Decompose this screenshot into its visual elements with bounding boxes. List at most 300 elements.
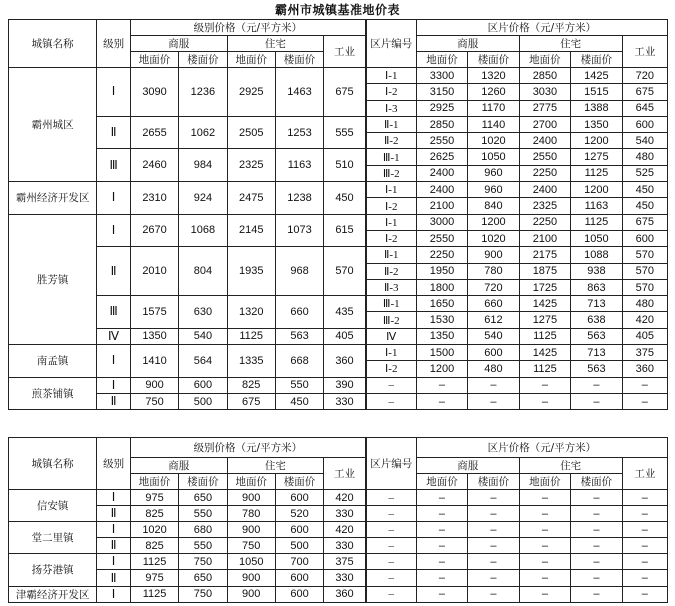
grade-price-cell: 405 [324, 328, 366, 344]
zone-code: Ⅱ-3 [366, 279, 416, 295]
zone-price-cell: 2400 [519, 133, 570, 149]
grade-level: Ⅰ [97, 522, 131, 538]
header-land-price: 地面价 [130, 474, 178, 490]
zone-price-cell: 863 [571, 279, 622, 295]
zone-price-cell: 600 [622, 116, 667, 132]
zone-price-cell: 2100 [519, 230, 570, 246]
zone-price-cell: – [622, 490, 667, 506]
zone-price-cell: 1170 [468, 100, 519, 116]
zone-code: Ⅰ-2 [366, 198, 416, 214]
zone-price-cell: – [571, 490, 622, 506]
grade-level: Ⅱ [97, 570, 131, 586]
zone-code: – [366, 538, 416, 554]
zone-price-cell: 1140 [468, 116, 519, 132]
grade-price-cell: 675 [227, 393, 275, 409]
zone-price-cell: 1050 [571, 230, 622, 246]
grade-price-cell: 975 [130, 570, 178, 586]
zone-price-cell: 405 [622, 328, 667, 344]
grade-price-cell: 564 [179, 345, 227, 378]
zone-code: Ⅰ-1 [366, 68, 416, 84]
grade-level: Ⅰ [97, 214, 131, 247]
zone-price-cell: 960 [468, 182, 519, 198]
zone-price-cell: 840 [468, 198, 519, 214]
table-row [9, 393, 668, 409]
zone-price-cell: 2700 [519, 116, 570, 132]
header-zone-code: 区片编号 [366, 438, 416, 490]
grade-price-cell: 435 [324, 296, 366, 329]
grade-price-cell: 1050 [227, 554, 275, 570]
grade-level: Ⅱ [97, 393, 131, 409]
zone-price-cell: 1530 [416, 312, 467, 328]
grade-level: Ⅰ [97, 490, 131, 506]
table-row [9, 68, 668, 84]
zone-code: – [366, 490, 416, 506]
zone-code: – [366, 570, 416, 586]
header-floor-price: 楼面价 [468, 474, 519, 490]
zone-price-cell: – [468, 393, 519, 409]
zone-price-cell: 675 [622, 84, 667, 100]
zone-price-cell: 1163 [571, 198, 622, 214]
zone-price-cell: 1200 [571, 182, 622, 198]
grade-price-cell: 2460 [130, 149, 178, 182]
zone-price-cell: 660 [468, 296, 519, 312]
grade-price-cell: 900 [227, 522, 275, 538]
header-industrial: 工业 [622, 36, 667, 68]
header-floor-price: 楼面价 [571, 52, 622, 68]
grade-price-cell: 550 [179, 506, 227, 522]
grade-price-cell: 540 [179, 328, 227, 344]
grade-price-cell: 1350 [130, 328, 178, 344]
zone-price-cell: – [571, 570, 622, 586]
grade-level: Ⅱ [97, 538, 131, 554]
table-row [9, 182, 668, 198]
zone-price-cell: 2775 [519, 100, 570, 116]
zone-code: Ⅰ-2 [366, 230, 416, 246]
header-commercial: 商服 [130, 458, 227, 474]
town-name: 信安镇 [9, 490, 97, 522]
header-residential: 住宅 [227, 36, 324, 52]
zone-price-cell: – [571, 586, 622, 602]
zone-code: – [366, 586, 416, 602]
header-industrial: 工业 [622, 458, 667, 490]
zone-price-cell: – [468, 522, 519, 538]
zone-price-cell: 570 [622, 279, 667, 295]
zone-price-cell: 780 [468, 263, 519, 279]
grade-price-cell: 330 [324, 393, 366, 409]
header-floor-price: 楼面价 [468, 52, 519, 68]
grade-price-cell: 1320 [227, 296, 275, 329]
header-floor-price: 楼面价 [275, 52, 323, 68]
header-floor-price: 楼面价 [179, 52, 227, 68]
zone-price-cell: 540 [622, 133, 667, 149]
header-row [9, 20, 668, 36]
grade-price-cell: 660 [275, 296, 323, 329]
table-row [9, 214, 668, 230]
land-price-table-1 [8, 19, 668, 410]
table-row [9, 149, 668, 165]
header-grade-price: 级别价格（元/平方米） [130, 20, 365, 36]
zone-price-cell: – [622, 538, 667, 554]
grade-price-cell: 615 [324, 214, 366, 247]
zone-price-cell: – [468, 538, 519, 554]
zone-price-cell: 3150 [416, 84, 467, 100]
grade-price-cell: 2505 [227, 116, 275, 149]
zone-price-cell: 2925 [416, 100, 467, 116]
grade-price-cell: 2145 [227, 214, 275, 247]
grade-price-cell: 2010 [130, 247, 178, 296]
town-name: 南孟镇 [9, 345, 97, 378]
header-land-price: 地面价 [416, 474, 467, 490]
town-name: 煎茶铺镇 [9, 377, 97, 410]
zone-code: Ⅲ-2 [366, 165, 416, 181]
grade-price-cell: 375 [324, 554, 366, 570]
grade-price-cell: 750 [179, 554, 227, 570]
table-row [9, 247, 668, 263]
grade-price-cell: 668 [275, 345, 323, 378]
header-grade: 级别 [97, 20, 131, 68]
zone-price-cell: 1275 [571, 149, 622, 165]
zone-code: Ⅰ-3 [366, 100, 416, 116]
zone-price-cell: 1020 [468, 133, 519, 149]
grade-price-cell: 500 [179, 393, 227, 409]
zone-price-cell: 713 [571, 296, 622, 312]
zone-price-cell: 713 [571, 345, 622, 361]
town-name: 津霸经济开发区 [9, 586, 97, 602]
grade-price-cell: 2310 [130, 182, 178, 215]
zone-price-cell: – [622, 570, 667, 586]
zone-code: Ⅰ-1 [366, 182, 416, 198]
zone-price-cell: – [416, 377, 467, 393]
header-grade-price: 级别价格（元/平方米） [130, 438, 365, 458]
zone-price-cell: – [416, 506, 467, 522]
zone-price-cell: – [468, 570, 519, 586]
header-land-price: 地面价 [227, 474, 275, 490]
town-name: 胜芳镇 [9, 214, 97, 344]
zone-code: – [366, 554, 416, 570]
grade-price-cell: 1236 [179, 68, 227, 117]
grade-level: Ⅲ [97, 149, 131, 182]
header-land-price: 地面价 [130, 52, 178, 68]
zone-price-cell: – [468, 490, 519, 506]
zone-price-cell: – [571, 554, 622, 570]
header-residential: 住宅 [519, 458, 622, 474]
table-row [9, 345, 668, 361]
zone-price-cell: 1425 [571, 68, 622, 84]
grade-price-cell: 450 [324, 182, 366, 215]
grade-price-cell: 804 [179, 247, 227, 296]
zone-price-cell: 540 [468, 328, 519, 344]
zone-code: – [366, 506, 416, 522]
zone-price-cell: 1875 [519, 263, 570, 279]
grade-level: Ⅰ [97, 345, 131, 378]
grade-price-cell: 1575 [130, 296, 178, 329]
zone-price-cell: 1125 [571, 214, 622, 230]
grade-price-cell: 600 [179, 377, 227, 393]
table-row [9, 522, 668, 538]
zone-price-cell: – [416, 522, 467, 538]
zone-price-cell: 612 [468, 312, 519, 328]
grade-price-cell: 825 [130, 506, 178, 522]
header-industrial: 工业 [324, 36, 366, 68]
grade-price-cell: 900 [227, 586, 275, 602]
zone-code: Ⅲ-1 [366, 296, 416, 312]
grade-price-cell: 2925 [227, 68, 275, 117]
zone-price-cell: – [519, 393, 570, 409]
zone-price-cell: 450 [622, 198, 667, 214]
zone-price-cell: – [519, 570, 570, 586]
grade-price-cell: 420 [324, 522, 366, 538]
grade-price-cell: 420 [324, 490, 366, 506]
header-zone-price: 区片价格（元/平方米） [416, 438, 667, 458]
zone-price-cell: – [416, 570, 467, 586]
zone-price-cell: 563 [571, 361, 622, 377]
header-floor-price: 楼面价 [571, 474, 622, 490]
grade-price-cell: 1163 [275, 149, 323, 182]
grade-price-cell: 750 [179, 586, 227, 602]
zone-price-cell: – [571, 522, 622, 538]
table-row [9, 506, 668, 522]
grade-price-cell: 680 [179, 522, 227, 538]
town-name: 扬芬港镇 [9, 554, 97, 586]
header-residential: 住宅 [519, 36, 622, 52]
zone-price-cell: 2550 [416, 230, 467, 246]
grade-price-cell: 1125 [130, 554, 178, 570]
zone-price-cell: 2400 [416, 165, 467, 181]
grade-level: Ⅰ [97, 182, 131, 215]
zone-price-cell: 1500 [416, 345, 467, 361]
zone-price-cell: 3030 [519, 84, 570, 100]
zone-price-cell: – [622, 522, 667, 538]
header-town: 城镇名称 [9, 20, 97, 68]
grade-price-cell: 2475 [227, 182, 275, 215]
zone-price-cell: 2100 [416, 198, 467, 214]
grade-price-cell: 1125 [227, 328, 275, 344]
zone-price-cell: 1725 [519, 279, 570, 295]
town-name: 霸州城区 [9, 68, 97, 182]
zone-price-cell: 600 [468, 345, 519, 361]
grade-price-cell: 750 [130, 393, 178, 409]
zone-price-cell: 2325 [519, 198, 570, 214]
zone-price-cell: 1388 [571, 100, 622, 116]
grade-price-cell: 1935 [227, 247, 275, 296]
zone-code: Ⅱ-2 [366, 133, 416, 149]
header-zone-code: 区片编号 [366, 20, 416, 68]
grade-price-cell: 600 [275, 522, 323, 538]
zone-price-cell: – [622, 393, 667, 409]
zone-price-cell: 480 [622, 296, 667, 312]
zone-price-cell: 2850 [519, 68, 570, 84]
grade-price-cell: 968 [275, 247, 323, 296]
zone-price-cell: – [468, 506, 519, 522]
grade-price-cell: 360 [324, 586, 366, 602]
zone-price-cell: 480 [622, 149, 667, 165]
zone-price-cell: 1800 [416, 279, 467, 295]
grade-price-cell: 825 [227, 377, 275, 393]
zone-price-cell: 1200 [468, 214, 519, 230]
zone-code: Ⅰ-1 [366, 214, 416, 230]
zone-price-cell: – [519, 522, 570, 538]
town-name: 堂二里镇 [9, 522, 97, 554]
zone-price-cell: 2250 [416, 247, 467, 263]
grade-price-cell: 1125 [130, 586, 178, 602]
zone-code: Ⅰ-1 [366, 345, 416, 361]
zone-price-cell: 3300 [416, 68, 467, 84]
land-price-table-2 [8, 437, 668, 603]
zone-price-cell: – [519, 554, 570, 570]
zone-price-cell: 1425 [519, 296, 570, 312]
zone-price-cell: 1200 [571, 133, 622, 149]
header-town: 城镇名称 [9, 438, 97, 490]
table-row [9, 570, 668, 586]
zone-price-cell: – [571, 506, 622, 522]
grade-price-cell: 675 [324, 68, 366, 117]
zone-price-cell: – [416, 490, 467, 506]
grade-price-cell: 1253 [275, 116, 323, 149]
zone-price-cell: 2625 [416, 149, 467, 165]
zone-price-cell: 420 [622, 312, 667, 328]
grade-price-cell: 600 [275, 490, 323, 506]
grade-price-cell: 650 [179, 490, 227, 506]
town-name: 霸州经济开发区 [9, 182, 97, 215]
grade-price-cell: 360 [324, 345, 366, 378]
zone-price-cell: 675 [622, 214, 667, 230]
grade-price-cell: 2670 [130, 214, 178, 247]
grade-level: Ⅰ [97, 377, 131, 393]
grade-price-cell: 520 [275, 506, 323, 522]
zone-price-cell: – [519, 377, 570, 393]
zone-price-cell: 570 [622, 263, 667, 279]
zone-price-cell: 2550 [416, 133, 467, 149]
grade-price-cell: 510 [324, 149, 366, 182]
zone-price-cell: 1260 [468, 84, 519, 100]
zone-price-cell: 720 [468, 279, 519, 295]
grade-level: Ⅱ [97, 116, 131, 149]
zone-price-cell: 1350 [416, 328, 467, 344]
grade-price-cell: 1068 [179, 214, 227, 247]
zone-price-cell: – [416, 538, 467, 554]
zone-price-cell: – [571, 393, 622, 409]
grade-price-cell: 984 [179, 149, 227, 182]
zone-code: Ⅰ-2 [366, 84, 416, 100]
zone-price-cell: 1050 [468, 149, 519, 165]
table-row [9, 586, 668, 602]
table-row [9, 538, 668, 554]
zone-price-cell: – [416, 586, 467, 602]
zone-price-cell: 1425 [519, 345, 570, 361]
zone-price-cell: 1350 [571, 116, 622, 132]
zone-price-cell: 570 [622, 247, 667, 263]
zone-price-cell: 1275 [519, 312, 570, 328]
grade-price-cell: 1238 [275, 182, 323, 215]
zone-price-cell: 600 [622, 230, 667, 246]
grade-level: Ⅲ [97, 296, 131, 329]
zone-price-cell: – [519, 506, 570, 522]
grade-price-cell: 330 [324, 506, 366, 522]
zone-price-cell: 1200 [416, 361, 467, 377]
zone-price-cell: 450 [622, 182, 667, 198]
grade-level: Ⅰ [97, 554, 131, 570]
zone-price-cell: – [519, 490, 570, 506]
zone-price-cell: 938 [571, 263, 622, 279]
zone-price-cell: 1125 [519, 328, 570, 344]
zone-price-cell: 1088 [571, 247, 622, 263]
grade-price-cell: 650 [179, 570, 227, 586]
zone-price-cell: 563 [571, 328, 622, 344]
grade-price-cell: 500 [275, 538, 323, 554]
grade-price-cell: 2655 [130, 116, 178, 149]
table-row [9, 377, 668, 393]
zone-price-cell: – [519, 586, 570, 602]
grade-price-cell: 2325 [227, 149, 275, 182]
zone-price-cell: 525 [622, 165, 667, 181]
zone-price-cell: 1515 [571, 84, 622, 100]
zone-code: Ⅲ-1 [366, 149, 416, 165]
zone-price-cell: – [468, 554, 519, 570]
table-row [9, 490, 668, 506]
grade-price-cell: 900 [130, 377, 178, 393]
grade-price-cell: 550 [179, 538, 227, 554]
zone-price-cell: 638 [571, 312, 622, 328]
grade-price-cell: 3090 [130, 68, 178, 117]
zone-code: – [366, 377, 416, 393]
grade-price-cell: 1335 [227, 345, 275, 378]
table-row [9, 296, 668, 312]
header-industrial: 工业 [324, 458, 366, 490]
zone-price-cell: – [416, 554, 467, 570]
zone-price-cell: – [468, 377, 519, 393]
header-land-price: 地面价 [227, 52, 275, 68]
header-residential: 住宅 [227, 458, 324, 474]
zone-price-cell: – [571, 377, 622, 393]
header-row [9, 438, 668, 458]
zone-price-cell: – [519, 538, 570, 554]
header-commercial: 商服 [416, 458, 519, 474]
header-floor-price: 楼面价 [275, 474, 323, 490]
zone-price-cell: 1125 [571, 165, 622, 181]
grade-price-cell: 1073 [275, 214, 323, 247]
zone-price-cell: 1650 [416, 296, 467, 312]
zone-price-cell: 2250 [519, 214, 570, 230]
grade-price-cell: 1410 [130, 345, 178, 378]
header-commercial: 商服 [130, 36, 227, 52]
grade-price-cell: 900 [227, 570, 275, 586]
grade-price-cell: 1463 [275, 68, 323, 117]
zone-price-cell: 645 [622, 100, 667, 116]
grade-price-cell: 555 [324, 116, 366, 149]
grade-price-cell: 825 [130, 538, 178, 554]
page-title: 霸州市城镇基准地价表 [274, 3, 400, 17]
grade-level: Ⅱ [97, 247, 131, 296]
zone-price-cell: 360 [622, 361, 667, 377]
grade-price-cell: 780 [227, 506, 275, 522]
zone-price-cell: – [416, 393, 467, 409]
grade-price-cell: 390 [324, 377, 366, 393]
grade-price-cell: 1020 [130, 522, 178, 538]
header-land-price: 地面价 [519, 52, 570, 68]
grade-price-cell: 750 [227, 538, 275, 554]
header-land-price: 地面价 [416, 52, 467, 68]
grade-level: Ⅰ [97, 586, 131, 602]
grade-level: Ⅰ [97, 68, 131, 117]
grade-price-cell: 975 [130, 490, 178, 506]
grade-price-cell: 600 [275, 586, 323, 602]
zone-price-cell: 2550 [519, 149, 570, 165]
grade-price-cell: 570 [324, 247, 366, 296]
zone-code: – [366, 522, 416, 538]
zone-price-cell: 480 [468, 361, 519, 377]
zone-price-cell: 2175 [519, 247, 570, 263]
header-floor-price: 楼面价 [179, 474, 227, 490]
